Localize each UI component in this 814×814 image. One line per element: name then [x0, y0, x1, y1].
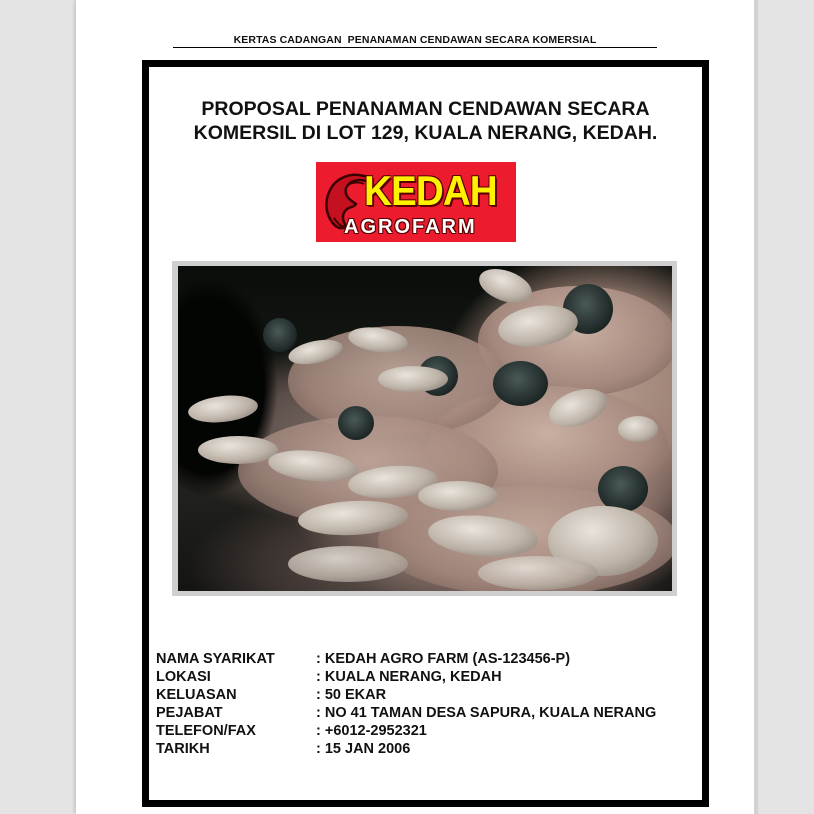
detail-label: LOKASI [156, 669, 211, 685]
cover-border-frame [142, 60, 709, 807]
detail-label: KELUASAN [156, 687, 237, 703]
detail-label: TELEFON/FAX [156, 723, 256, 739]
cover-title-line-2: KOMERSIL DI LOT 129, KUALA NERANG, KEDAH. [193, 122, 658, 144]
detail-value: : 50 EKAR [316, 687, 387, 703]
details-row [156, 686, 656, 704]
cover-title [149, 97, 702, 145]
detail-value: : KEDAH AGRO FARM (AS-123456-P) [316, 651, 571, 667]
detail-label: PEJABAT [156, 705, 223, 721]
photo-bag-neck [338, 406, 374, 440]
details-row [156, 740, 656, 758]
detail-value: : KUALA NERANG, KEDAH [316, 669, 502, 685]
page-edge-shadow [754, 0, 758, 814]
photo-bag-neck [493, 361, 548, 406]
detail-value: : 15 JAN 2006 [316, 741, 411, 757]
detail-value: : NO 41 TAMAN DESA SAPURA, KUALA NERANG [316, 705, 657, 721]
photo-mushroom-cap [478, 556, 598, 590]
company-details-table [156, 650, 656, 758]
photo-mushroom-cap [378, 366, 448, 392]
photo-mushroom-cap [288, 546, 408, 582]
details-row [156, 704, 656, 722]
photo-mushroom-cap [418, 481, 498, 511]
detail-value: : +6012-2952321 [316, 723, 427, 739]
details-row [156, 722, 656, 740]
logo-word-kedah: KEDAH [364, 167, 497, 214]
photo-mushroom-cap [618, 416, 658, 442]
detail-label: TARIKH [156, 741, 210, 757]
details-row [156, 668, 656, 686]
cover-title-line-1: PROPOSAL PENANAMAN CENDAWAN SECARA [201, 98, 650, 120]
detail-label: NAMA SYARIKAT [156, 651, 275, 667]
mushroom-photo-frame [172, 261, 677, 596]
logo-word-agrofarm: AGROFARM [344, 216, 477, 238]
kedah-agrofarm-logo [316, 162, 516, 242]
photo-bag-neck [263, 318, 297, 352]
header-rule [173, 47, 657, 48]
photo-mushroom-cap [187, 392, 259, 425]
photo-mushroom-cap [198, 436, 278, 464]
document-page [76, 0, 754, 814]
mushroom-photo [178, 266, 672, 591]
running-header: KERTAS CADANGAN PENANAMAN CENDAWAN SECARA KOMERSIAL [233, 34, 597, 46]
details-row [156, 650, 656, 668]
